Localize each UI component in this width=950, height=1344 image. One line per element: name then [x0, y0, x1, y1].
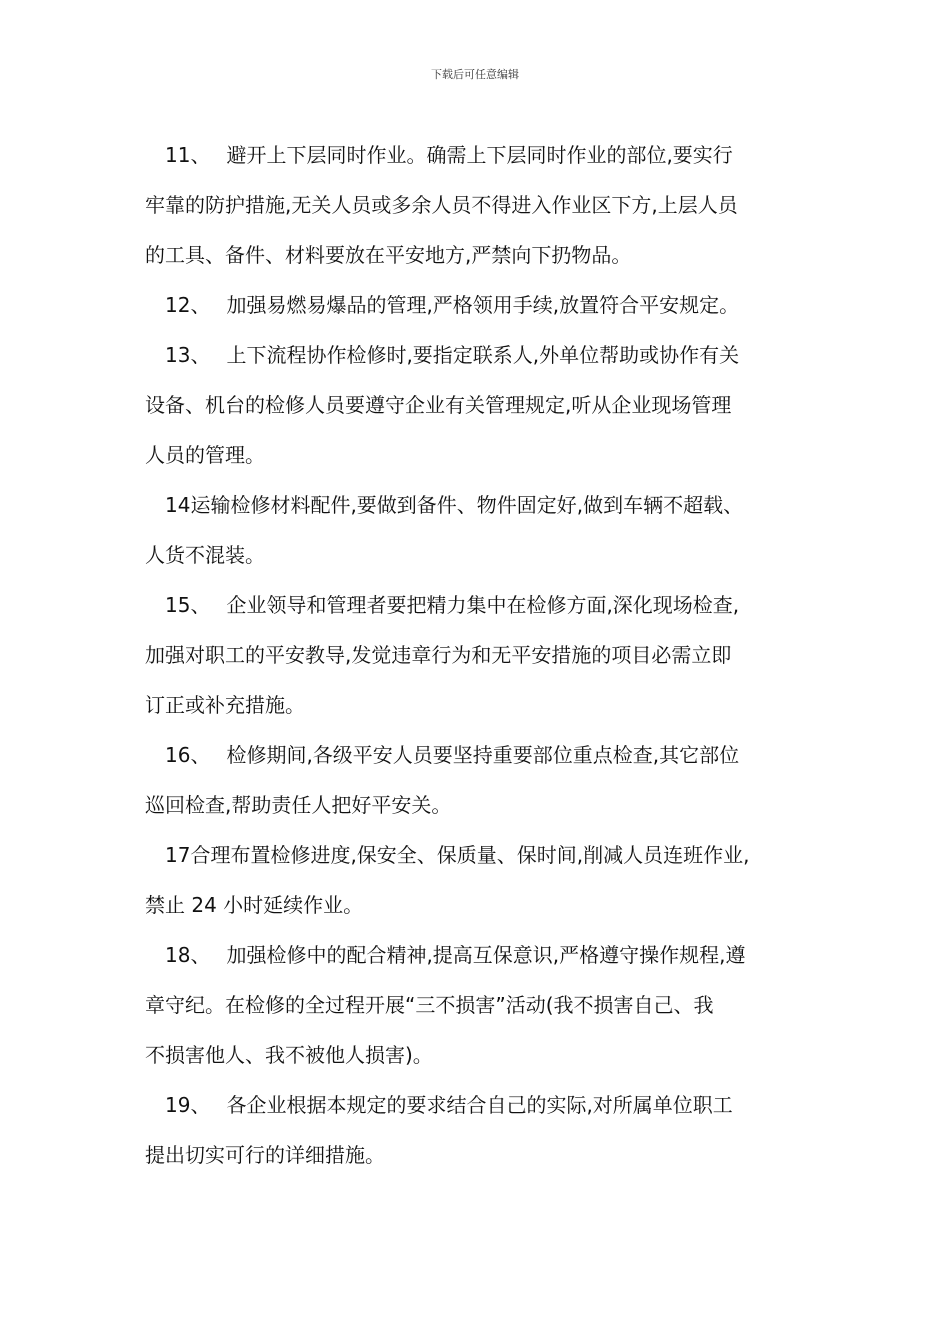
clause-text: 不损害他人、我不被他人损害)。 — [145, 1043, 433, 1067]
clause-line — [145, 1130, 815, 1180]
clause-text: 企业领导和管理者要把精力集中在检修方面,深化现场检查, — [226, 593, 740, 617]
clause-number: 11、 — [165, 143, 211, 167]
clause-line — [145, 180, 815, 230]
clause-number: 19、 — [165, 1093, 211, 1117]
clause-text: 的工具、备件、材料要放在平安地方,严禁向下扔物品。 — [145, 243, 632, 267]
clause-first-line — [145, 830, 815, 880]
clause-number: 18、 — [165, 943, 211, 967]
clause-text: 加强易燃易爆品的管理,严格领用手续,放置符合平安规定。 — [226, 293, 740, 317]
clause-number: 13、 — [165, 343, 211, 367]
clause-paragraph — [145, 730, 815, 830]
clause-text: 各企业根据本规定的要求结合自己的实际,对所属单位职工 — [226, 1093, 733, 1117]
clause-first-line — [145, 280, 815, 330]
clause-text: 提出切实可行的详细措施。 — [145, 1143, 385, 1167]
clause-line — [145, 380, 815, 430]
clause-number: 12、 — [165, 293, 211, 317]
clause-text: 订正或补充措施。 — [145, 693, 305, 717]
clause-text: 避开上下层同时作业。确需上下层同时作业的部位,要实行 — [226, 143, 733, 167]
clause-first-line — [145, 730, 815, 780]
clause-line — [145, 680, 815, 730]
clause-line — [145, 530, 815, 580]
clause-text: 运输检修材料配件,要做到备件、物件固定好,做到车辆不超载、 — [190, 493, 744, 517]
clause-number: 14 — [165, 493, 191, 517]
clause-first-line — [145, 930, 815, 980]
clause-text: 人员的管理。 — [145, 443, 265, 467]
clause-text: 章守纪。在检修的全过程开展“三不损害”活动(我不损害自己、我 — [145, 993, 714, 1017]
clause-number: 17 — [165, 843, 191, 867]
clause-paragraph — [145, 580, 815, 730]
document-body — [145, 130, 815, 1180]
clause-line — [145, 880, 815, 930]
clause-paragraph — [145, 280, 815, 330]
clause-line — [145, 430, 815, 480]
clause-text: 合理布置检修进度,保安全、保质量、保时间,削减人员连班作业, — [190, 843, 750, 867]
page-header: 下载后可任意编辑 — [431, 68, 519, 81]
clause-text: 巡回检查,帮助责任人把好平安关。 — [145, 793, 452, 817]
clause-text: 上下流程协作检修时,要指定联系人,外单位帮助或协作有关 — [226, 343, 740, 367]
clause-number: 16、 — [165, 743, 211, 767]
clause-first-line — [145, 1080, 815, 1130]
clause-first-line — [145, 330, 815, 380]
clause-paragraph — [145, 830, 815, 930]
clause-text: 检修期间,各级平安人员要坚持重要部位重点检查,其它部位 — [226, 743, 740, 767]
clause-number: 15、 — [165, 593, 211, 617]
clause-paragraph — [145, 130, 815, 280]
clause-first-line — [145, 130, 815, 180]
clause-line — [145, 230, 815, 280]
clause-first-line — [145, 480, 815, 530]
clause-paragraph — [145, 1080, 815, 1180]
clause-line — [145, 630, 815, 680]
clause-paragraph — [145, 330, 815, 480]
clause-line — [145, 1030, 815, 1080]
clause-line — [145, 980, 815, 1030]
clause-text: 禁止 24 小时延续作业。 — [145, 893, 364, 917]
clause-text: 设备、机台的检修人员要遵守企业有关管理规定,听从企业现场管理 — [145, 393, 732, 417]
clause-text: 牢靠的防护措施,无关人员或多余人员不得进入作业区下方,上层人员 — [145, 193, 738, 217]
clause-paragraph — [145, 930, 815, 1080]
clause-text: 加强对职工的平安教导,发觉违章行为和无平安措施的项目必需立即 — [145, 643, 732, 667]
clause-paragraph — [145, 480, 815, 580]
clause-text: 加强检修中的配合精神,提高互保意识,严格遵守操作规程,遵 — [226, 943, 746, 967]
clause-first-line — [145, 580, 815, 630]
clause-line — [145, 780, 815, 830]
clause-text: 人货不混装。 — [145, 543, 265, 567]
